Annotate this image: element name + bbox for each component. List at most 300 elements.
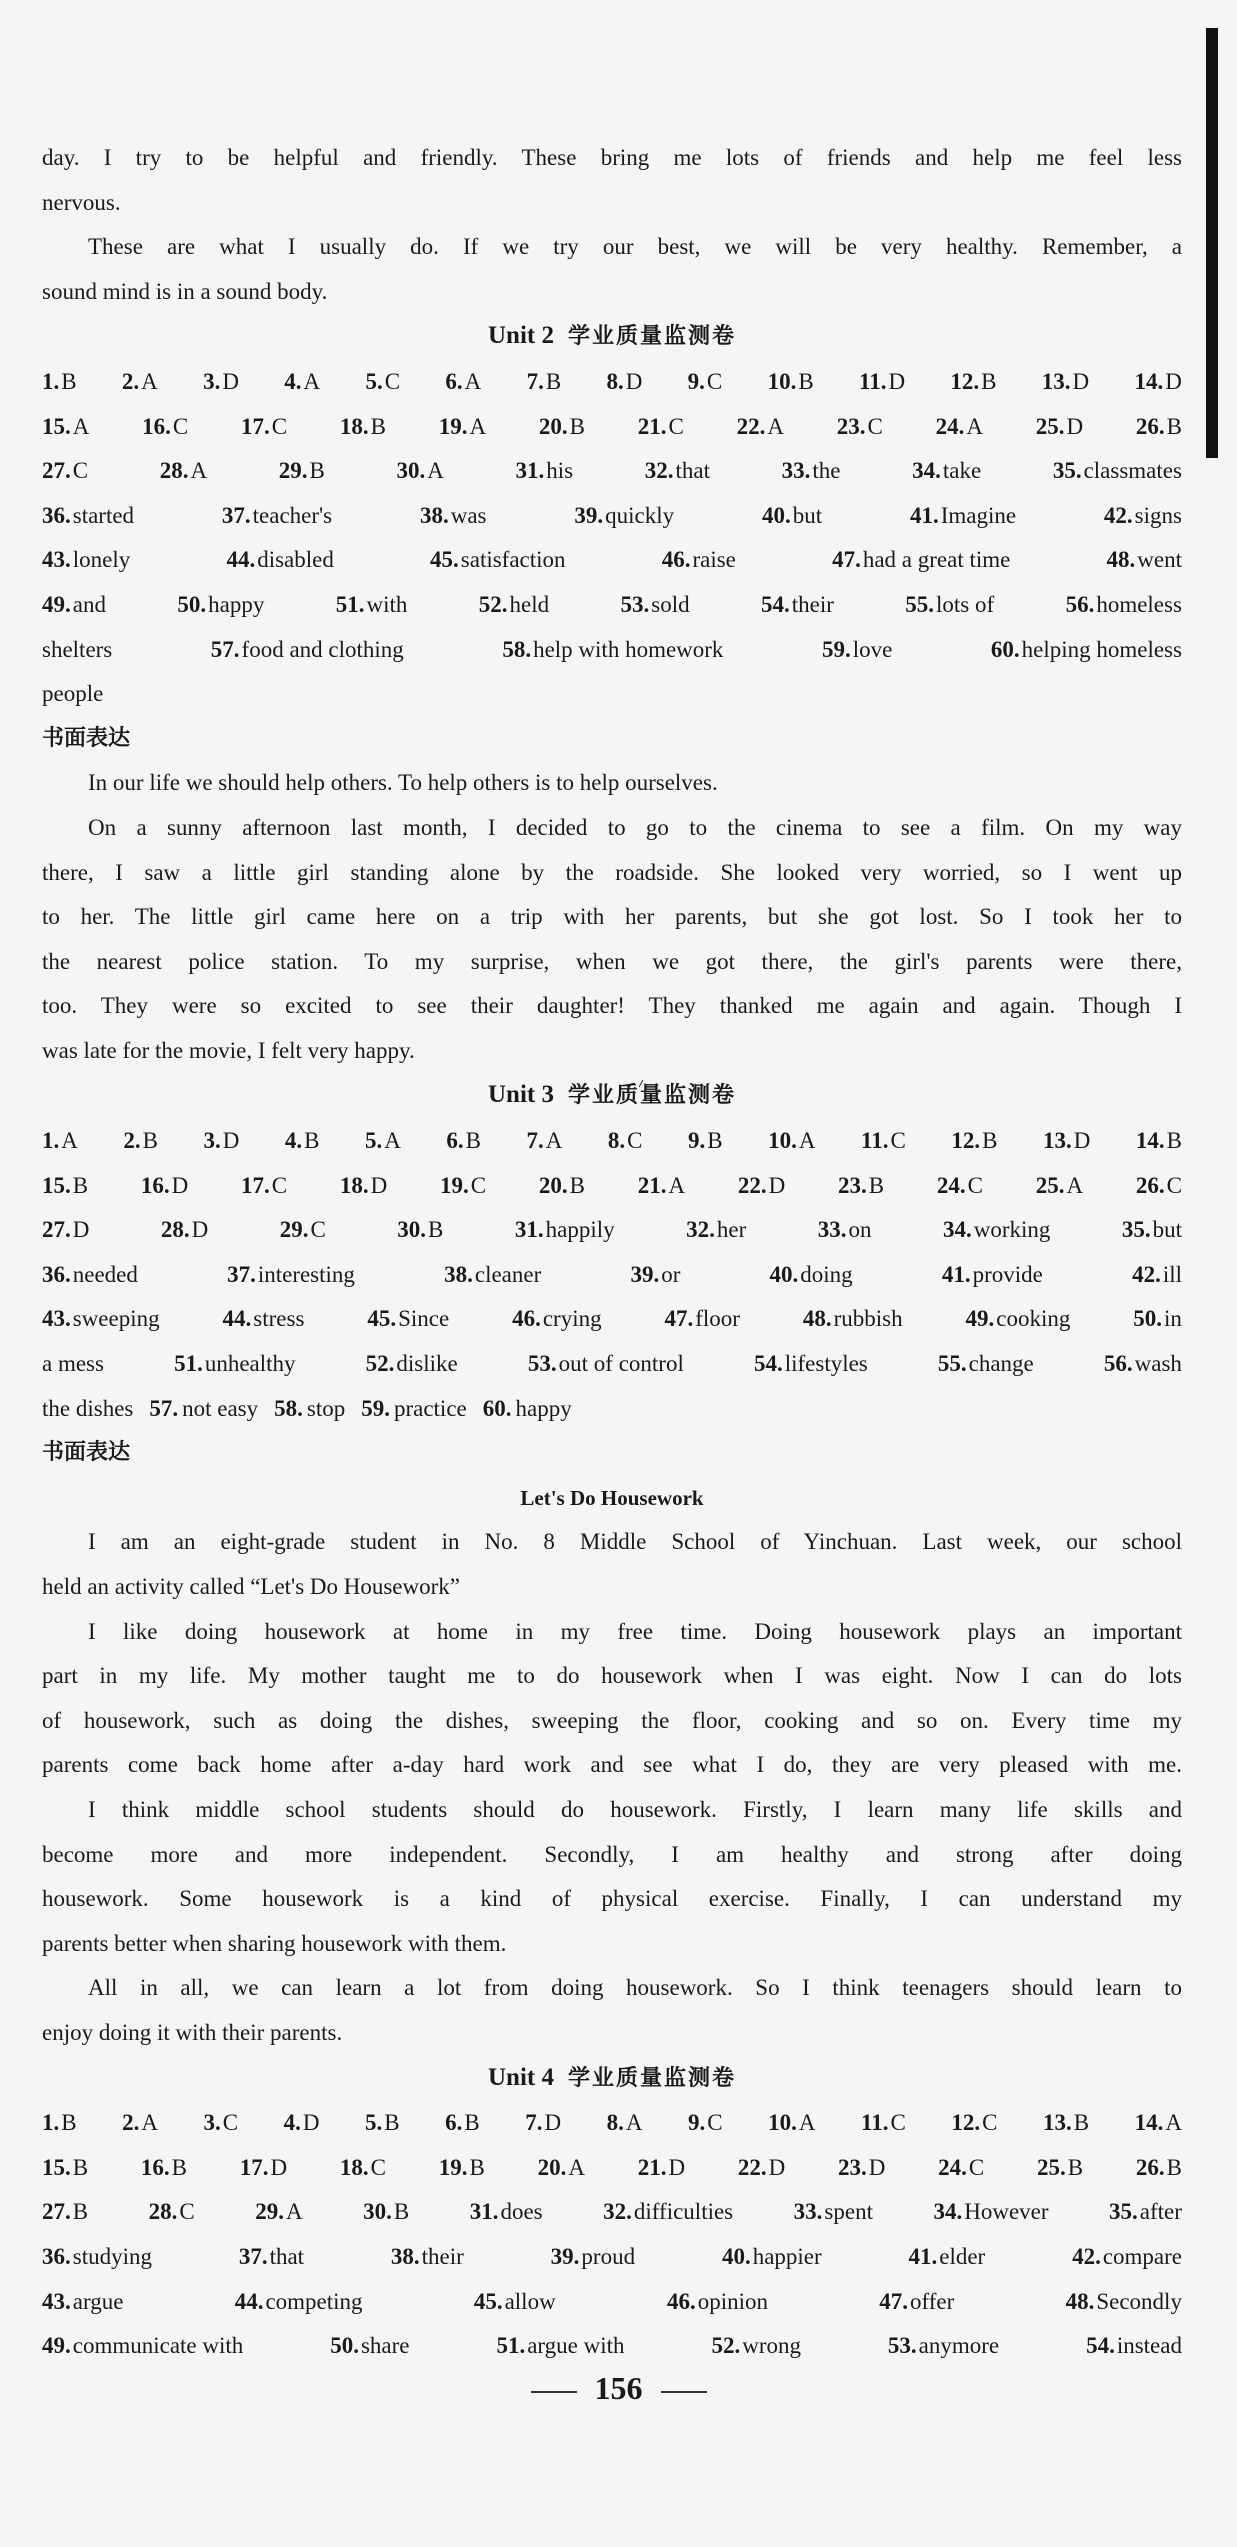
- answer-text: B: [981, 368, 997, 394]
- answer-text: his: [546, 458, 574, 484]
- question-number: 10.: [768, 1128, 797, 1154]
- question-number: 35.: [1109, 2199, 1138, 2225]
- answer-item: [667, 2280, 768, 2325]
- answer-item: [365, 1119, 401, 1164]
- unit4-section: [42, 2056, 1182, 2369]
- answer-text: B: [61, 2110, 77, 2136]
- question-number: 54.: [753, 1351, 783, 1377]
- answer-text: helping homeless: [1021, 636, 1182, 662]
- answer-text: B: [309, 458, 325, 484]
- answer-item: [1086, 2324, 1182, 2369]
- answer-item: [42, 628, 112, 673]
- question-number: 47.: [664, 1306, 694, 1332]
- page-number: 156: [0, 2370, 1237, 2407]
- question-number: 3.: [203, 2110, 221, 2136]
- writing-label: 书面表达: [42, 1440, 131, 1466]
- question-number: 26.: [1135, 1172, 1165, 1198]
- answer-item: [688, 1119, 723, 1164]
- answer-text: B: [982, 1128, 998, 1154]
- answer-row: [42, 1253, 1182, 1298]
- answer-text: signs: [1134, 502, 1182, 528]
- answer-item: [837, 405, 883, 450]
- answer-text: C: [967, 1172, 983, 1198]
- essay-line: All in all, we can learn a lot from doing housework. So I think teenagers should learn to: [88, 1975, 1182, 2001]
- answer-item: [551, 2235, 635, 2280]
- question-number: 42.: [1072, 2243, 1101, 2269]
- answer-item: [363, 2190, 409, 2235]
- answer-text: raise: [692, 547, 736, 573]
- answer-text: C: [627, 1128, 643, 1154]
- answer-item: [174, 1342, 295, 1387]
- question-number: 12.: [951, 2110, 981, 2136]
- answer-text: and: [72, 591, 106, 617]
- answer-item: [1104, 1342, 1182, 1387]
- question-number: 58.: [274, 1395, 303, 1421]
- answer-item: [606, 360, 642, 405]
- unit4-answers: [42, 2101, 1182, 2369]
- question-number: 8.: [606, 2110, 624, 2136]
- answer-text: was: [450, 502, 487, 528]
- answer-text: that: [675, 458, 710, 484]
- answer-text: disabled: [257, 547, 334, 573]
- question-number: 35.: [1052, 458, 1082, 484]
- answer-item: [141, 1164, 188, 1209]
- answer-text: B: [1166, 1128, 1182, 1154]
- question-number: 10.: [768, 2110, 797, 2136]
- answer-text: A: [568, 2154, 585, 2180]
- answer-text: B: [304, 1128, 320, 1154]
- answer-text: D: [222, 1128, 240, 1154]
- answer-item: [621, 583, 690, 628]
- unit2-essay: [42, 761, 1182, 1073]
- answer-text: stop: [306, 1395, 346, 1421]
- answer-row: [42, 2324, 1182, 2369]
- answer-item: [42, 360, 77, 405]
- answer-text: interesting: [257, 1261, 355, 1287]
- question-number: 26.: [1135, 2154, 1165, 2180]
- question-number: 53.: [527, 1351, 557, 1377]
- answer-item: [737, 405, 784, 450]
- answer-item: [943, 1208, 1050, 1253]
- question-number: 18.: [339, 1172, 369, 1198]
- answer-text: with: [366, 591, 408, 617]
- answer-text: instead: [1116, 2333, 1182, 2359]
- answer-item: [938, 1342, 1034, 1387]
- answer-text: but: [792, 502, 823, 528]
- question-number: 54.: [1086, 2333, 1115, 2359]
- answer-text: happily: [545, 1217, 615, 1243]
- answer-text: A: [1165, 2110, 1182, 2136]
- answer-text: D: [888, 368, 906, 394]
- answer-item: [539, 405, 585, 450]
- answer-item: [42, 2146, 88, 2191]
- question-number: 15.: [42, 413, 71, 439]
- question-number: 22.: [737, 1172, 767, 1198]
- answer-item: [1104, 494, 1182, 539]
- answer-item: [330, 2324, 409, 2369]
- answer-item: [525, 2101, 561, 2146]
- answer-item: [42, 405, 89, 450]
- answer-row: [42, 1342, 1182, 1387]
- answer-item: [479, 583, 549, 628]
- answer-item: [951, 2101, 997, 2146]
- question-number: 8.: [606, 368, 624, 394]
- question-number: 6.: [446, 1128, 464, 1154]
- answer-item: [122, 360, 158, 405]
- question-number: 3.: [203, 368, 221, 394]
- question-number: 13.: [1041, 368, 1071, 394]
- question-number: 17.: [241, 1172, 270, 1198]
- answer-text: lots of: [936, 591, 995, 617]
- question-number: 41.: [908, 2243, 938, 2269]
- answer-item: [42, 1253, 138, 1298]
- unit2-heading: Unit 2 学业质量监测卷: [488, 322, 736, 350]
- question-number: 56.: [1103, 1351, 1133, 1377]
- question-number: 38.: [390, 2243, 420, 2269]
- answer-item: [274, 1396, 345, 1421]
- answer-text: D: [668, 2154, 686, 2180]
- answer-text: went: [1137, 547, 1182, 573]
- answer-text: B: [464, 2110, 480, 2136]
- answer-text: spent: [824, 2199, 873, 2225]
- answer-item: [838, 2146, 885, 2191]
- answer-item: [638, 1164, 685, 1209]
- answer-item: [1107, 538, 1182, 583]
- answer-row: [42, 1387, 1182, 1432]
- answer-item: [160, 449, 207, 494]
- answer-text: ill: [1162, 1261, 1182, 1287]
- answer-item: [966, 1297, 1071, 1342]
- question-number: 41.: [941, 1261, 971, 1287]
- answer-item: [1134, 360, 1181, 405]
- answer-row: [42, 1164, 1182, 1209]
- answer-item: [446, 1119, 481, 1164]
- question-number: 34.: [942, 1217, 972, 1243]
- answer-item: [1042, 360, 1089, 405]
- answer-text: D: [222, 368, 239, 394]
- answer-text: a mess: [42, 1351, 104, 1377]
- answer-text: C: [271, 1172, 288, 1198]
- answer-item: [1072, 2235, 1182, 2280]
- answer-item: [255, 2190, 302, 2235]
- answer-item: [365, 360, 400, 405]
- answer-text: argue: [72, 2288, 124, 2314]
- question-number: 5.: [365, 368, 383, 394]
- answer-item: [222, 494, 332, 539]
- answer-row: [42, 1119, 1182, 1164]
- question-number: 50.: [330, 2333, 359, 2359]
- answer-text: allow: [504, 2288, 556, 2314]
- intro-line: day. I try to be helpful and friendly. These bring me lots of friends and help me feel less: [42, 145, 1182, 170]
- answer-item: [909, 2235, 986, 2280]
- answer-row: [42, 405, 1182, 450]
- question-number: 14.: [1134, 368, 1164, 394]
- answer-item: [515, 1208, 615, 1253]
- question-number: 18.: [339, 413, 369, 439]
- answer-text: B: [171, 2154, 187, 2180]
- question-number: 45.: [367, 1306, 397, 1332]
- answer-row: [42, 1297, 1182, 1342]
- question-number: 41.: [909, 502, 939, 528]
- answer-item: [912, 449, 981, 494]
- question-number: 21.: [637, 1172, 667, 1198]
- question-number: 38.: [444, 1261, 473, 1287]
- answer-text: A: [668, 1172, 686, 1198]
- question-number: 16.: [140, 1172, 170, 1198]
- answer-item: [122, 2101, 158, 2146]
- answer-item: [241, 1164, 287, 1209]
- question-number: 19.: [438, 2154, 468, 2180]
- question-number: 40.: [721, 2243, 751, 2269]
- question-number: 59.: [821, 636, 851, 662]
- question-number: 11.: [861, 1128, 889, 1154]
- answer-item: [285, 1119, 320, 1164]
- answer-text: cooking: [996, 1306, 1071, 1332]
- question-number: 51.: [335, 591, 365, 617]
- answer-text: food and clothing: [241, 636, 404, 662]
- question-number: 4.: [284, 368, 302, 394]
- answer-text: stress: [253, 1306, 305, 1332]
- question-number: 40.: [769, 1261, 799, 1287]
- answer-item: [1133, 1297, 1182, 1342]
- question-number: 22.: [737, 2154, 767, 2180]
- question-number: 1.: [42, 2110, 60, 2136]
- answer-item: [754, 1342, 868, 1387]
- answer-text: C: [172, 413, 189, 439]
- question-number: 2.: [123, 1128, 141, 1154]
- answer-text: B: [72, 2154, 89, 2180]
- answer-page: [42, 136, 1182, 2369]
- question-number: 15.: [42, 1172, 71, 1198]
- question-number: 34.: [933, 2199, 963, 2225]
- question-number: 52.: [478, 591, 508, 617]
- answer-text: rubbish: [833, 1306, 903, 1332]
- answer-text: provide: [972, 1261, 1043, 1287]
- question-number: 19.: [438, 413, 468, 439]
- answer-item: [516, 449, 574, 494]
- answer-item: [711, 2324, 801, 2369]
- answer-item: [397, 1208, 443, 1253]
- answer-item: [365, 2101, 400, 2146]
- answer-row: [42, 2146, 1182, 2191]
- answer-item: [483, 1396, 572, 1421]
- question-number: 50.: [177, 591, 207, 617]
- answer-item: [1066, 2280, 1182, 2325]
- answer-item: [502, 628, 723, 673]
- question-number: 4.: [283, 2110, 301, 2136]
- question-number: 20.: [537, 2154, 567, 2180]
- unit3-section: [42, 1073, 1182, 2055]
- question-number: 35.: [1121, 1217, 1151, 1243]
- answer-text: shelters: [42, 636, 113, 662]
- answer-text: their: [791, 591, 834, 617]
- question-number: 48.: [1106, 547, 1136, 573]
- answer-item: [444, 1253, 541, 1298]
- answer-item: [42, 449, 88, 494]
- answer-text: her: [716, 1217, 747, 1243]
- answer-text: B: [545, 368, 562, 394]
- question-number: 53.: [620, 591, 650, 617]
- question-number: 2.: [121, 368, 140, 394]
- answer-item: [235, 2280, 363, 2325]
- answer-item: [42, 1164, 88, 1209]
- answer-row: [42, 2101, 1182, 2146]
- answer-text: A: [798, 2110, 816, 2136]
- answer-text: homeless: [1096, 591, 1182, 617]
- answer-item: [226, 538, 333, 583]
- answer-text: C: [310, 1217, 326, 1243]
- answer-text: D: [1165, 368, 1182, 394]
- question-number: 19.: [440, 1172, 469, 1198]
- answer-text: help with homework: [533, 636, 724, 662]
- question-number: 29.: [255, 2199, 284, 2225]
- essay-line: there, I saw a little girl standing alone by the roadside. She looked very worried, so I went up: [42, 859, 1182, 885]
- answer-item: [1109, 2190, 1182, 2235]
- answer-row: [42, 2190, 1182, 2235]
- question-number: 51.: [174, 1351, 203, 1377]
- answer-item: [279, 449, 325, 494]
- answer-item: [608, 1119, 643, 1164]
- answer-row: [42, 1208, 1182, 1253]
- question-number: 50.: [1133, 1306, 1163, 1332]
- answer-item: [539, 1164, 585, 1209]
- answer-item: [527, 1119, 563, 1164]
- answer-text: that: [269, 2243, 305, 2269]
- answer-text: C: [1166, 1172, 1182, 1198]
- answer-item: [42, 583, 106, 628]
- answer-item: [396, 449, 443, 494]
- answer-item: [645, 449, 710, 494]
- question-number: 46.: [661, 547, 691, 573]
- question-number: 5.: [365, 1128, 383, 1154]
- essay-line: parents come back home after a-day hard work and see what I do, they are very pleased with me.: [42, 1752, 1182, 1778]
- question-number: 30.: [363, 2199, 392, 2225]
- answer-item: [936, 405, 983, 450]
- page-number-dash: [531, 2391, 577, 2393]
- answer-text: after: [1139, 2199, 1182, 2225]
- question-number: 33.: [781, 458, 811, 484]
- question-number: 8.: [607, 1128, 626, 1154]
- answer-text: or: [661, 1261, 681, 1287]
- answer-text: C: [668, 413, 684, 439]
- answer-item: [1136, 405, 1182, 450]
- essay-line: housework. Some housework is a kind of physical exercise. Finally, I can understand my: [42, 1886, 1182, 1912]
- answer-item: [738, 1164, 785, 1209]
- question-number: 49.: [42, 591, 71, 617]
- essay-line: parents better when sharing housework with them.: [42, 1930, 507, 1956]
- answer-item: [1036, 405, 1083, 450]
- question-number: 23.: [838, 1172, 867, 1198]
- answer-text: not easy: [182, 1395, 259, 1421]
- question-number: 55.: [905, 591, 935, 617]
- answer-item: [761, 583, 834, 628]
- answer-row: [42, 2235, 1182, 2280]
- essay-line: held an activity called “Let's Do Housework”: [42, 1574, 460, 1599]
- question-number: 43.: [42, 2288, 71, 2314]
- answer-item: [284, 360, 320, 405]
- answer-text: anymore: [918, 2333, 1000, 2359]
- question-number: 11.: [861, 2110, 889, 2136]
- answer-text: C: [867, 413, 883, 439]
- answer-text: take: [942, 458, 982, 484]
- answer-text: difficulties: [633, 2199, 734, 2225]
- answer-item: [722, 2235, 822, 2280]
- answer-text: B: [61, 368, 77, 394]
- answer-item: [361, 1396, 467, 1421]
- question-number: 29.: [278, 458, 308, 484]
- answer-text: A: [285, 2199, 303, 2225]
- question-number: 17.: [241, 413, 270, 439]
- intro-line: These are what I usually do. If we try our best, we will be very healthy. Remember, a: [88, 234, 1182, 260]
- answer-item: [42, 494, 134, 539]
- answer-text: practice: [393, 1395, 467, 1421]
- answer-item: [240, 2146, 287, 2191]
- answer-item: [910, 494, 1016, 539]
- answer-text: A: [427, 458, 444, 484]
- question-number: 36.: [42, 1261, 71, 1287]
- answer-text: D: [191, 1217, 209, 1243]
- answer-item: [445, 2101, 480, 2146]
- question-number: 31.: [515, 458, 545, 484]
- answer-item: [496, 2324, 624, 2369]
- question-number: 37.: [227, 1261, 256, 1287]
- answer-text: classmates: [1083, 458, 1182, 484]
- answer-item: [149, 2190, 195, 2235]
- answer-item: [42, 1208, 89, 1253]
- question-number: 25.: [1035, 1172, 1065, 1198]
- answer-text: satisfaction: [460, 547, 566, 573]
- answer-text: in: [1164, 1306, 1182, 1332]
- answer-item: [42, 1297, 160, 1342]
- question-number: 34.: [912, 458, 941, 484]
- answer-text: C: [982, 2110, 998, 2136]
- answer-item: [227, 1253, 355, 1298]
- question-number: 55.: [937, 1351, 967, 1377]
- answer-item: [1136, 2146, 1182, 2191]
- answer-continuation: people: [42, 681, 104, 707]
- question-number: 9.: [688, 1128, 706, 1154]
- answer-item: [794, 2190, 873, 2235]
- question-number: 32.: [603, 2199, 632, 2225]
- essay-line: too. They were so excited to see their daughter! They thanked me again and again. Though I: [42, 993, 1182, 1019]
- essay-line: become more and more independent. Secondly, I am healthy and strong after doing: [42, 1841, 1182, 1867]
- answer-text: D: [1073, 1128, 1091, 1154]
- essay-line: part in my life. My mother taught me to do housework when I was eight. Now I can do lots: [42, 1663, 1182, 1689]
- essay-line: to her. The little girl came here on a trip with her parents, but she got lost. So I took her to: [42, 904, 1182, 930]
- essay-title: Let's Do Housework: [520, 1485, 704, 1510]
- answer-text: studying: [72, 2243, 152, 2269]
- answer-item: [688, 2101, 723, 2146]
- answer-item: [340, 1164, 387, 1209]
- answer-item: [879, 2280, 954, 2325]
- question-number: 10.: [767, 368, 797, 394]
- answer-item: [662, 538, 736, 583]
- answer-text: needed: [72, 1261, 138, 1287]
- answer-item: [161, 1208, 208, 1253]
- question-number: 32.: [644, 458, 674, 484]
- question-number: 43.: [42, 547, 71, 573]
- question-number: 27.: [42, 2199, 71, 2225]
- answer-text: However: [964, 2199, 1049, 2225]
- answer-item: [832, 538, 1010, 583]
- question-number: 59.: [361, 1395, 390, 1421]
- answer-text: C: [384, 368, 401, 394]
- question-number: 23.: [836, 413, 866, 439]
- answer-text: sweeping: [72, 1306, 160, 1332]
- answer-item: [607, 2101, 643, 2146]
- question-number: 9.: [688, 2110, 706, 2136]
- answer-text: A: [545, 1128, 563, 1154]
